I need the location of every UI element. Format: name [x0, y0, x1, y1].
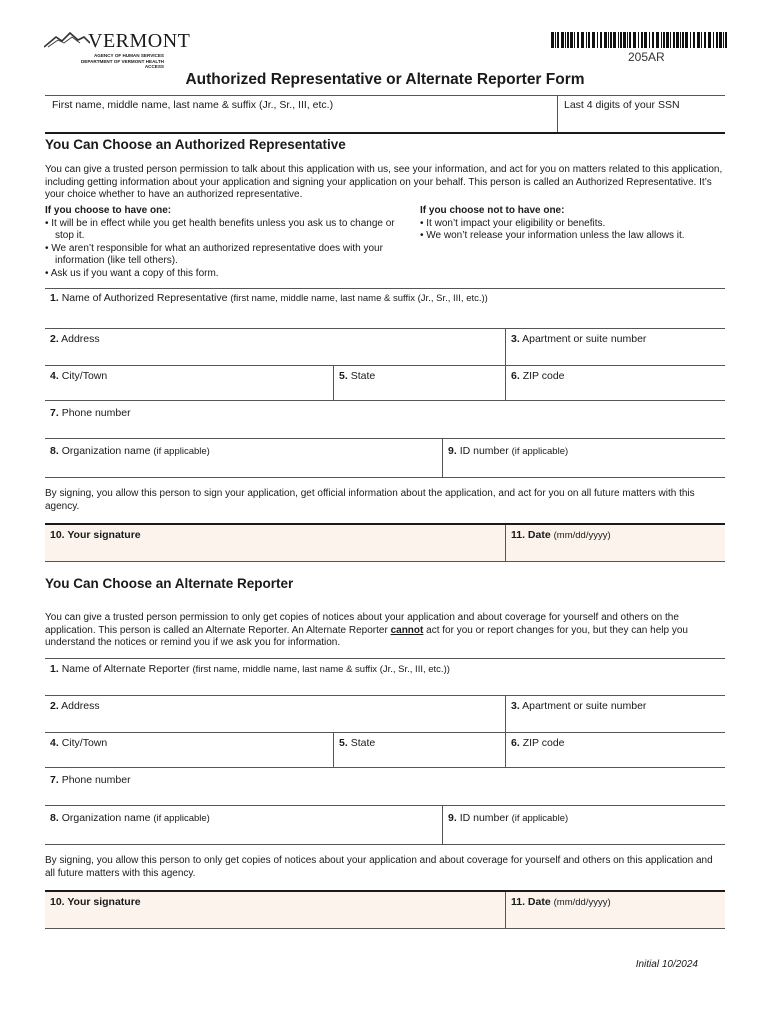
alt-organization-field[interactable]: 8. Organization name (if applicable) [50, 812, 210, 824]
logo-subtitle: AGENCY OF HUMAN SERVICES DEPARTMENT OF VERMONT HEALTH ACCESS [80, 53, 164, 69]
ar-apartment-field[interactable]: 3. Apartment or suite number [511, 333, 647, 345]
alt-date-field[interactable]: 11. Date (mm/dd/yyyy) [511, 896, 611, 908]
authorized-rep-intro: You can give a trusted person permission to talk about this application with us, see your information, and act for you on matters related to this application, including getting information about your application and signing your application on your behalf. This person is called an Authorized Representative. It’s your choice whether to have an authorized representative. [45, 164, 723, 200]
ar-address-field[interactable]: 2. Address [50, 333, 100, 345]
ar-phone-field[interactable]: 7. Phone number [50, 407, 131, 419]
alt-phone-field[interactable]: 7. Phone number [50, 774, 131, 786]
form-title: Authorized Representative or Alternate Reporter Form [185, 71, 585, 88]
list-item: • We aren’t responsible for what an authorized representative does with your information (like tell others). [45, 242, 383, 266]
ssn-label: Last 4 digits of your SSN [564, 99, 680, 111]
alt-zip-field[interactable]: 6. ZIP code [511, 737, 565, 749]
ar-consent-text: By signing, you allow this person to sign your application, get official information about the application, and act for you on all future matters with this agency. [45, 488, 695, 512]
alternate-reporter-intro: You can give a trusted person permission to only get copies of notices about your application and about coverage for yourself and others on the application. This person is called an Alternate Reporter. An Alternate Reporter cannot act for you or report changes for you, but they can help you understand the notices or remind you if we ask you for information. [45, 612, 688, 648]
ar-id-number-field[interactable]: 9. ID number (if applicable) [448, 445, 569, 457]
alternate-reporter-heading: You Can Choose an Alternate Reporter [45, 576, 294, 591]
logo-wordmark: VERMONT [88, 30, 191, 52]
list-item: • Ask us if you want a copy of this form. [45, 267, 219, 279]
ar-state-field[interactable]: 5. State [339, 370, 376, 382]
alt-address-field[interactable]: 2. Address [50, 700, 100, 712]
revision-date: Initial 10/2024 [635, 959, 698, 970]
ar-organization-field[interactable]: 8. Organization name (if applicable) [50, 445, 210, 457]
alt-name-field[interactable]: 1. Name of Alternate Reporter (first name, middle name, last name & suffix (Jr., Sr., III, etc.)) [50, 663, 450, 675]
choose-not-heading: If you choose not to have one: [420, 205, 565, 216]
alt-city-field[interactable]: 4. City/Town [50, 737, 108, 749]
choose-not-block [420, 205, 730, 243]
alt-apartment-field[interactable]: 3. Apartment or suite number [511, 700, 647, 712]
ar-zip-field[interactable]: 6. ZIP code [511, 370, 565, 382]
alt-id-number-field[interactable]: 9. ID number (if applicable) [448, 812, 569, 824]
barcode [551, 32, 727, 48]
choose-to-have-heading: If you choose to have one: [45, 205, 172, 216]
ar-signature-field[interactable]: 10. Your signature [50, 529, 141, 541]
ar-date-field[interactable]: 11. Date (mm/dd/yyyy) [511, 529, 611, 541]
authorized-rep-heading: You Can Choose an Authorized Representative [45, 137, 346, 152]
applicant-name-label: First name, middle name, last name & suffix (Jr., Sr., III, etc.) [52, 99, 334, 111]
choose-to-have-block [45, 205, 395, 280]
alt-consent-text: By signing, you allow this person to only get copies of notices about your application and about coverage for yourself and others on this application and all future matters with this agency. [45, 855, 713, 879]
ar-name-field[interactable]: 1. Name of Authorized Representative (first name, middle name, last name & suffix (Jr., Sr., III, etc.)) [50, 292, 488, 304]
alt-signature-field[interactable]: 10. Your signature [50, 896, 141, 908]
list-item: • It will be in effect while you get health benefits unless you ask us to change or stop it. [45, 217, 395, 241]
alt-state-field[interactable]: 5. State [339, 737, 376, 749]
ar-city-field[interactable]: 4. City/Town [50, 370, 108, 382]
vermont-mountain-logo-icon [44, 31, 90, 49]
list-item: • It won’t impact your eligibility or benefits. [420, 217, 606, 229]
form-number: 205AR [628, 50, 665, 64]
list-item: • We won’t release your information unless the law allows it. [420, 230, 685, 241]
